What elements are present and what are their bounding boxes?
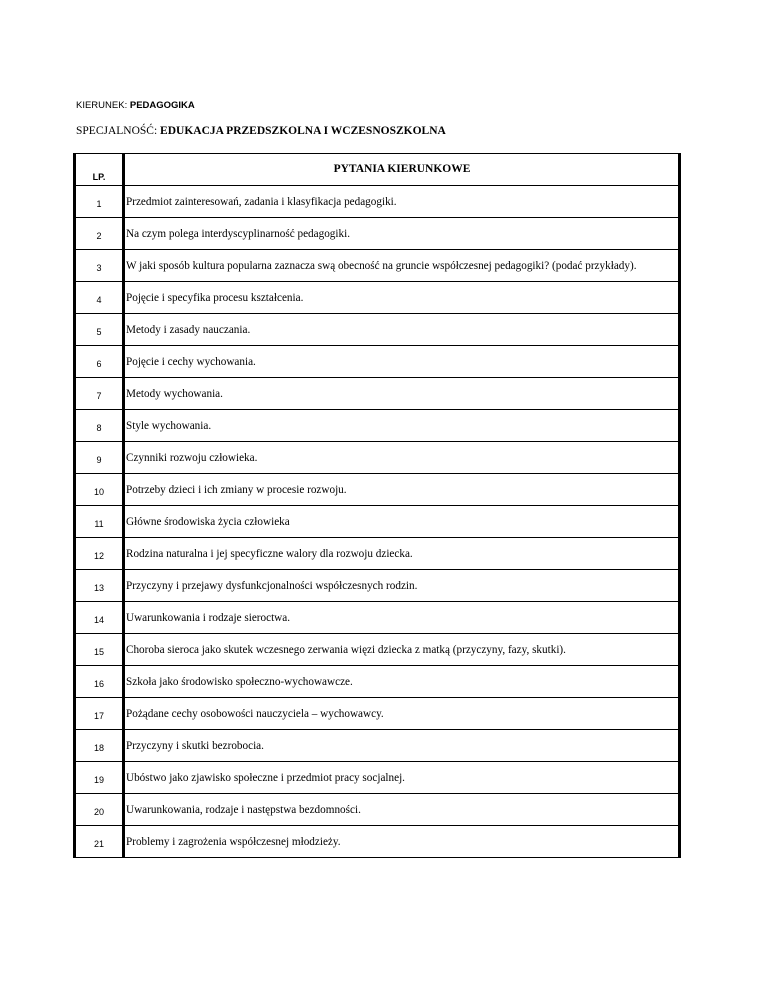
row-question: Problemy i zagrożenia współczesnej młodzieży.: [125, 826, 681, 857]
kierunek-value: PEDAGOGIKA: [129, 100, 195, 111]
header-questions: PYTANIA KIERUNKOWE: [125, 154, 681, 185]
row-question: Pojęcie i cechy wychowania.: [125, 346, 681, 377]
row-question: Czynniki rozwoju człowieka.: [125, 442, 681, 473]
table-body: [73, 186, 681, 858]
table-row: [73, 570, 681, 602]
row-question: Przedmiot zainteresowań, zadania i klasyfikacja pedagogiki.: [125, 186, 681, 217]
row-number: 6: [73, 346, 125, 377]
questions-table: [73, 153, 681, 858]
row-question: Pojęcie i specyfika procesu kształcenia.: [125, 282, 681, 313]
row-question: Potrzeby dzieci i ich zmiany w procesie rozwoju.: [125, 474, 681, 505]
table-row: [73, 762, 681, 794]
table-row: [73, 410, 681, 442]
row-question: Ubóstwo jako zjawisko społeczne i przedmiot pracy socjalnej.: [125, 762, 681, 793]
table-row: [73, 218, 681, 250]
table-row: [73, 346, 681, 378]
specjalnosc-line: [76, 125, 446, 137]
row-number: 13: [73, 570, 125, 601]
row-number: 3: [73, 250, 125, 281]
row-number: 11: [73, 506, 125, 537]
table-row: [73, 634, 681, 666]
row-number: 12: [73, 538, 125, 569]
row-question: Uwarunkowania, rodzaje i następstwa bezdomności.: [125, 794, 681, 825]
row-number: 19: [73, 762, 125, 793]
table-row: [73, 666, 681, 698]
specjalnosc-value: EDUKACJA PRZEDSZKOLNA I WCZESNOSZKOLNA: [160, 125, 446, 137]
row-question: Na czym polega interdyscyplinarność pedagogiki.: [125, 218, 681, 249]
row-question: Style wychowania.: [125, 410, 681, 441]
row-question: Rodzina naturalna i jej specyficzne walory dla rozwoju dziecka.: [125, 538, 681, 569]
table-row: [73, 506, 681, 538]
header-lp: LP.: [73, 154, 125, 185]
table-row: [73, 698, 681, 730]
table-row: [73, 282, 681, 314]
row-number: 15: [73, 634, 125, 665]
row-number: 7: [73, 378, 125, 409]
table-row: [73, 186, 681, 218]
row-question: Choroba sieroca jako skutek wczesnego zerwania więzi dziecka z matką (przyczyny, fazy, skutki).: [125, 634, 681, 665]
row-question: Przyczyny i skutki bezrobocia.: [125, 730, 681, 761]
table-row: [73, 250, 681, 282]
table-row: [73, 602, 681, 634]
row-number: 20: [73, 794, 125, 825]
row-question: Metody i zasady nauczania.: [125, 314, 681, 345]
row-number: 10: [73, 474, 125, 505]
specjalnosc-label: SPECJALNOŚĆ:: [76, 125, 161, 137]
row-number: 9: [73, 442, 125, 473]
row-question: Główne środowiska życia człowieka: [125, 506, 681, 537]
table-header-row: [73, 153, 681, 186]
row-question: W jaki sposób kultura popularna zaznacza swą obecność na gruncie współczesnej pedagogiki? (podać przykłady).: [125, 250, 681, 281]
row-question: Szkoła jako środowisko społeczno-wychowawcze.: [125, 666, 681, 697]
kierunek-line: [76, 100, 195, 111]
row-number: 2: [73, 218, 125, 249]
row-number: 16: [73, 666, 125, 697]
row-question: Metody wychowania.: [125, 378, 681, 409]
kierunek-label: KIERUNEK:: [76, 100, 130, 111]
row-number: 1: [73, 186, 125, 217]
table-row: [73, 378, 681, 410]
row-question: Przyczyny i przejawy dysfunkcjonalności współczesnych rodzin.: [125, 570, 681, 601]
table-row: [73, 826, 681, 858]
row-number: 5: [73, 314, 125, 345]
table-row: [73, 730, 681, 762]
row-number: 21: [73, 826, 125, 857]
row-question: Uwarunkowania i rodzaje sieroctwa.: [125, 602, 681, 633]
table-row: [73, 474, 681, 506]
table-row: [73, 314, 681, 346]
row-number: 17: [73, 698, 125, 729]
row-number: 18: [73, 730, 125, 761]
row-number: 14: [73, 602, 125, 633]
table-row: [73, 538, 681, 570]
table-row: [73, 442, 681, 474]
row-number: 8: [73, 410, 125, 441]
row-question: Pożądane cechy osobowości nauczyciela – wychowawcy.: [125, 698, 681, 729]
table-row: [73, 794, 681, 826]
row-number: 4: [73, 282, 125, 313]
